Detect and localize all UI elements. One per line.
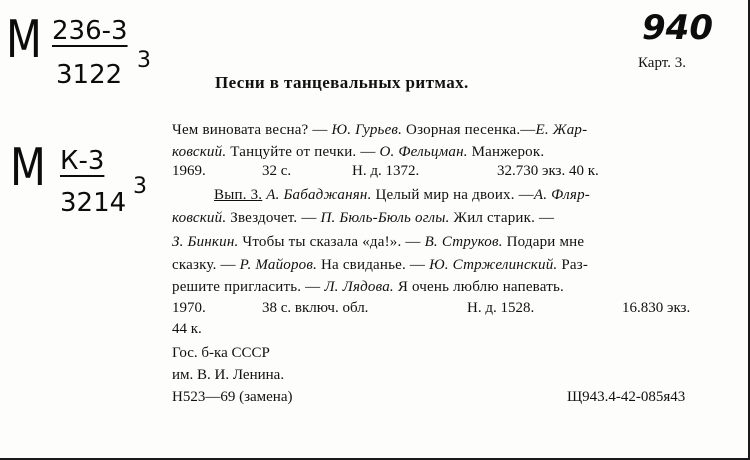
text-run: На свиданье. —: [317, 257, 430, 273]
classification-code: Щ943.4-42-085я43: [567, 389, 686, 405]
text-run: Жил старик. —: [449, 210, 555, 226]
text-run: Звездочет. —: [226, 210, 321, 226]
text-line-4: [214, 186, 590, 204]
handwritten-corner-number: 940: [642, 8, 713, 48]
text-line-7: [172, 256, 588, 274]
text-run: Р. Майоров.: [239, 257, 318, 273]
text-line-2: [172, 143, 544, 161]
text-run: О. Фельцман.: [379, 144, 468, 160]
library-line-2: им. В. И. Ленина.: [172, 367, 285, 383]
mark-2-bottom: 3214: [60, 188, 127, 218]
text-run: Манжерок.: [467, 144, 545, 160]
text-line-8: [172, 278, 564, 296]
imprint-pages: 38 с. включ. обл.: [262, 300, 369, 316]
imprint-pages: 32 с.: [262, 163, 292, 179]
text-run: П. Бюль-Бюль оглы.: [320, 210, 450, 226]
text-run: Я очень люблю напевать.: [393, 279, 564, 295]
mark-1-bottom: 3122: [56, 60, 123, 90]
card-label: Карт. 3.: [638, 55, 686, 71]
imprint-nd: Н. д. 1372.: [352, 163, 420, 179]
text-line-6: [172, 233, 584, 251]
text-run: А. Бабаджанян.: [266, 187, 372, 203]
mark-1-top: 236-3: [52, 16, 128, 46]
text-run: Раз-: [557, 257, 589, 273]
imprint-year: 1969.: [172, 163, 206, 179]
text-run: Чем виновата весна? —: [172, 122, 332, 138]
text-run: З. Бинкин.: [172, 234, 239, 250]
text-run: Подари мне: [502, 234, 585, 250]
text-run: Е. Жар-: [535, 122, 588, 138]
text-run: Вып. 3.: [214, 187, 263, 203]
text-run: ковский.: [172, 210, 227, 226]
mark-2-letter: М: [10, 138, 46, 198]
text-run: решите пригласить. —: [172, 279, 325, 295]
text-run: А. Фляр-: [533, 187, 590, 203]
text-line-1: [172, 121, 587, 139]
text-run: Озорная песенка.—: [402, 122, 536, 138]
text-run: Ю. Стржелинский.: [429, 257, 558, 273]
price: 44 к.: [172, 321, 202, 337]
mark-1-suffix: 3: [137, 48, 151, 73]
imprint-year: 1970.: [172, 300, 206, 316]
imprint-copies: 16.830 экз.: [622, 300, 691, 316]
text-line-5: [172, 209, 554, 227]
mark-2-suffix: 3: [133, 174, 147, 199]
mark-2-top: К-3: [60, 146, 105, 176]
library-line-1: Гос. б-ка СССР: [172, 345, 270, 361]
text-run: сказку. —: [172, 257, 240, 273]
text-run: В. Струков.: [424, 234, 503, 250]
text-run: Ю. Гурьев.: [331, 122, 403, 138]
imprint-copies: 32.730 экз. 40 к.: [497, 163, 599, 179]
catalog-number: Н523—69 (замена): [172, 389, 293, 405]
text-run: Чтобы ты сказала «да!». —: [238, 234, 425, 250]
text-run: Л. Лядова.: [324, 279, 394, 295]
text-run: Танцуйте от печки. —: [226, 144, 380, 160]
text-run: Целый мир на двоих. —: [371, 187, 534, 203]
text-run: ковский.: [172, 144, 227, 160]
card-title: Песни в танцевальных ритмах.: [215, 73, 469, 92]
mark-1-letter: М: [6, 10, 42, 70]
imprint-nd: Н. д. 1528.: [467, 300, 535, 316]
